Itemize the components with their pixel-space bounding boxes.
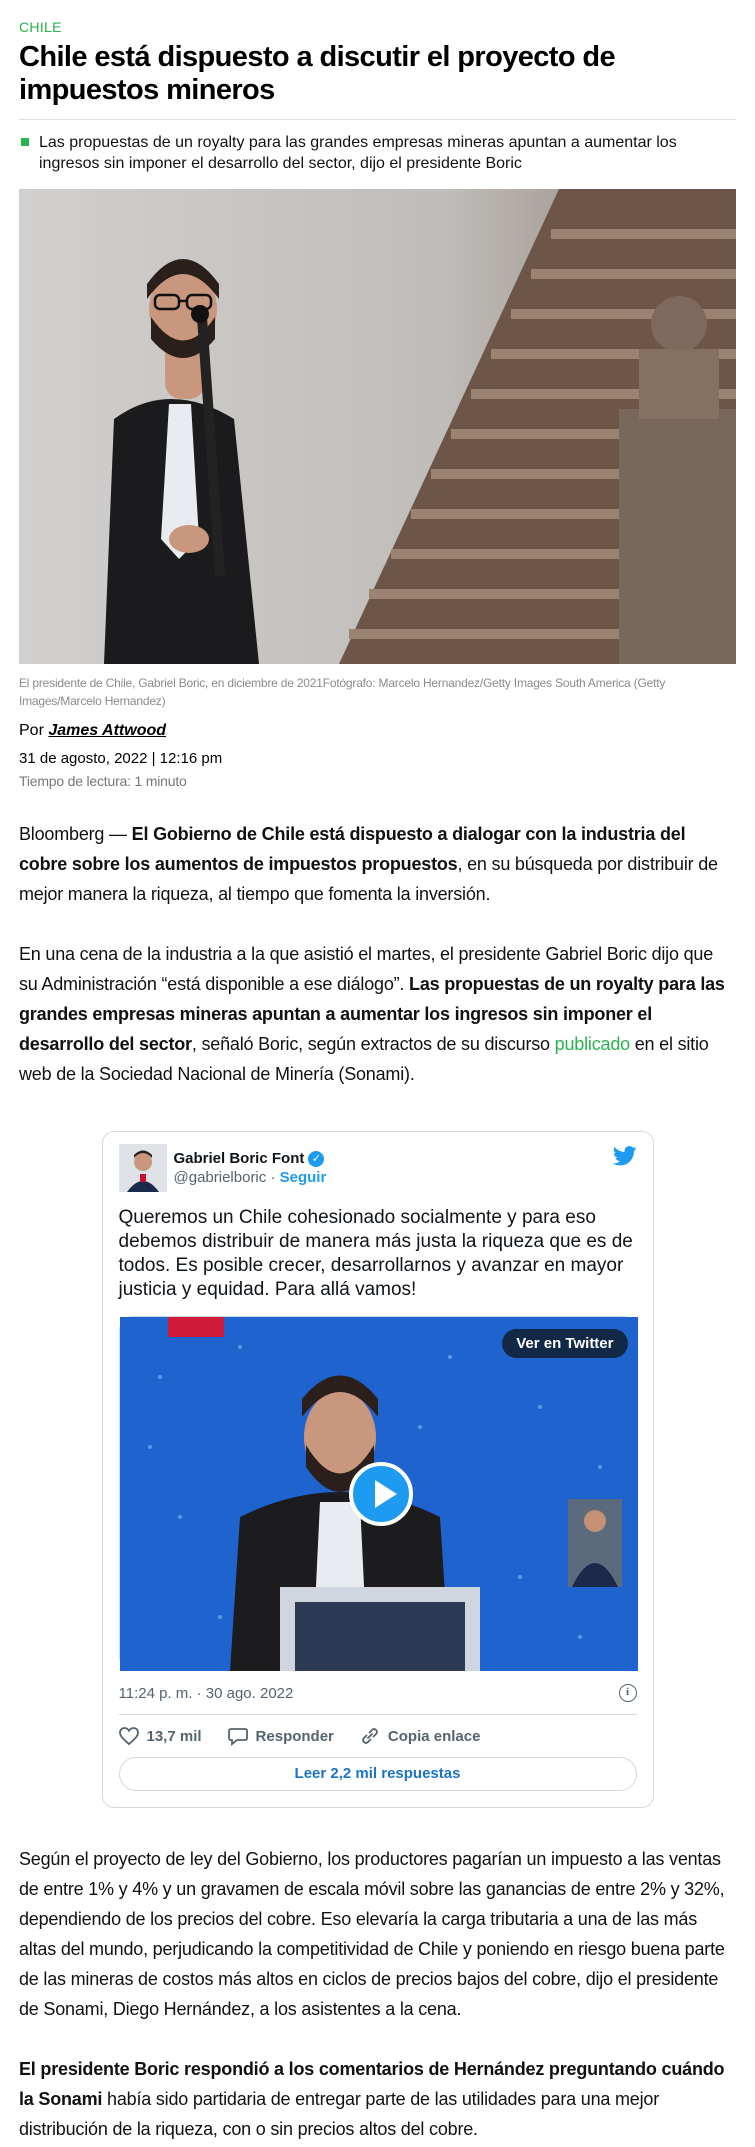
reply-label: Responder [255, 1727, 334, 1745]
avatar-image [119, 1144, 167, 1192]
reply-bubble-icon [228, 1727, 248, 1745]
verified-badge-icon: ✓ [308, 1151, 324, 1167]
bullet-square-icon [21, 138, 29, 146]
read-time: Tiempo de lectura: 1 minuto [19, 773, 187, 789]
tweet-handle[interactable]: @gabrielboric [173, 1169, 267, 1186]
divider [19, 119, 736, 120]
author-link[interactable]: James Attwood [48, 722, 167, 739]
hero-photo [19, 189, 736, 664]
link-icon [360, 1727, 380, 1745]
dek [19, 132, 736, 174]
copy-link-button[interactable] [360, 1727, 481, 1745]
paragraph-text: Bloomberg — [19, 824, 132, 844]
info-icon[interactable]: i [619, 1684, 637, 1702]
byline [19, 722, 736, 740]
article-page [0, 19, 755, 2144]
dek-text: Las propuestas de un royalty para las grandes empresas mineras apuntan a aumentar los ingresos sin imponer el desarrollo del sector, dijo el presidente Boric [39, 134, 677, 172]
read-replies-button[interactable]: Leer 2,2 mil respuestas [119, 1757, 637, 1791]
paragraph-4 [19, 2054, 736, 2144]
tweet-timestamp[interactable]: 11:24 p. m. · 30 ago. 2022 [118, 1684, 294, 1702]
play-icon[interactable] [349, 1462, 413, 1526]
paragraph-bold: El Gobierno de Chile está dispuesto a dialogar con la industria del cobre sobre los aumentos de impuestos propuestos [19, 824, 686, 874]
tweet-actions [119, 1727, 637, 1745]
paragraph-text: , señaló Boric, según extractos de su discurso [191, 1034, 555, 1054]
published-link[interactable]: publicado [554, 1034, 630, 1054]
tweet-author [174, 1150, 327, 1186]
heart-icon [119, 1727, 139, 1745]
tweet-text: Queremos un Chile cohesionado socialmente y para eso debemos distribuir de manera más justa la riqueza que es de todos. Es posible crecer, desarrollarnos y avanzar en mayor justicia y equidad. Para allá vamos! [118, 1207, 633, 1300]
paragraph-2 [19, 939, 736, 1089]
tweet-author-name[interactable] [174, 1150, 327, 1167]
publish-date: 31 de agosto, 2022 | 12:16 pm [19, 750, 223, 767]
twitter-bird-icon[interactable] [613, 1146, 637, 1166]
tweet-header [119, 1144, 637, 1192]
view-on-twitter-button[interactable]: Ver en Twitter [502, 1329, 627, 1358]
paragraph-3: Según el proyecto de ley del Gobierno, los productores pagarían un impuesto a las ventas de entre 1% y 4% y un gravamen de escala móvil sobre las ganancias de entre 2% y 32%, dependiendo de los precios del cobre. Eso elevaría la carga tributaria a una de las más altas del mundo, perjudicando la competitividad de Chile y poniendo en riesgo buena parte de las mineras de costos más altos en ciclos de precios bajos del cobre, dijo el presidente de Sonami, Diego Hernández, a los asistentes a la cena. [19, 1849, 725, 2019]
tweet-handle-separator: · [266, 1169, 280, 1186]
paragraph-text: , en su búsqueda por distribuir de mejor manera la riqueza, al tiempo que fomenta la inversión. [19, 854, 718, 904]
tweet-video[interactable] [119, 1316, 637, 1670]
tweet-meta [119, 1684, 637, 1702]
avatar[interactable] [119, 1144, 167, 1192]
paragraph-text: en el sitio web de la Sociedad Nacional de Minería (Sonami). [19, 1034, 709, 1084]
headline: Chile está dispuesto a discutir el proyecto de impuestos mineros [19, 41, 616, 106]
embedded-tweet [102, 1131, 654, 1808]
tweet-divider [119, 1714, 637, 1715]
tweet-handle-row [174, 1169, 327, 1186]
tweet-name: Gabriel Boric Font [173, 1150, 305, 1167]
byline-prefix: Por [19, 722, 44, 739]
paragraph-1 [19, 819, 736, 909]
paragraph-text: había sido partidaria de entregar parte de las utilidades para una mejor distribución de la riqueza, con o sin precios altos del cobre. [19, 2089, 659, 2139]
photo-caption: El presidente de Chile, Gabriel Boric, en diciembre de 2021Fotógrafo: Marcelo Hernandez/Getty Images South America (Getty Images/Marcelo Hernandez) [19, 676, 666, 708]
like-count: 13,7 mil [146, 1727, 202, 1745]
paragraph-text: En una cena de la industria a la que asistió el martes, el presidente Gabriel Boric dijo que su Administración “está disponible a ese diálogo”. [19, 944, 714, 994]
section-label[interactable]: CHILE [19, 19, 62, 35]
like-button[interactable] [119, 1727, 202, 1745]
follow-button[interactable]: Seguir [279, 1169, 327, 1186]
paragraph-bold: El presidente Boric respondió a los comentarios de Hernández preguntando cuándo la Sonami [19, 2059, 725, 2109]
hero-illustration [19, 189, 736, 664]
paragraph-bold: Las propuestas de un royalty para las grandes empresas mineras apuntan a aumentar los ingresos sin imponer el desarrollo del sector [19, 974, 725, 1054]
reply-button[interactable] [228, 1727, 334, 1745]
copy-link-label: Copia enlace [387, 1727, 481, 1745]
